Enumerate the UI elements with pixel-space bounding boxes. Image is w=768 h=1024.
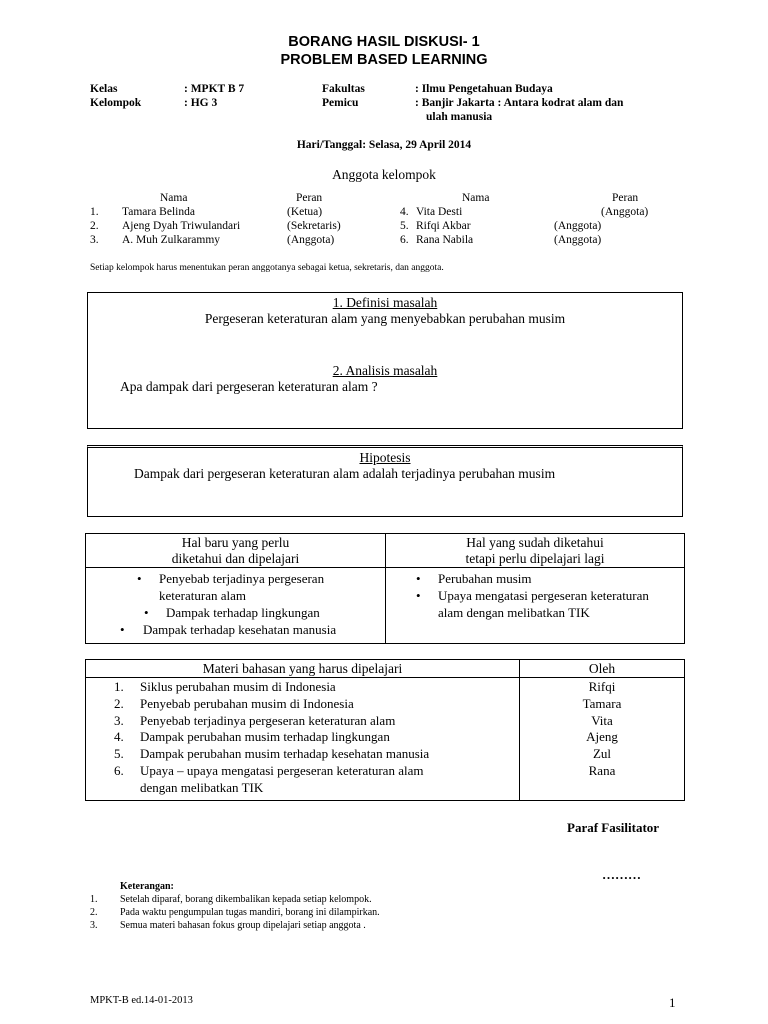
table-row bbox=[86, 763, 519, 780]
hipotesis-text: Dampak dari pergeseran keteraturan alam adalah terjadinya perubahan musim bbox=[134, 466, 556, 481]
assignee: Rifqi bbox=[588, 679, 616, 694]
table-row-continuation bbox=[86, 780, 519, 797]
pemicu-label: Pemicu bbox=[322, 97, 359, 109]
bullet-icon: • bbox=[144, 605, 149, 620]
row-number: 5. bbox=[114, 746, 124, 762]
pemicu-value-line1: : Banjir Jakarta : Antara kodrat alam dan bbox=[415, 97, 624, 109]
learning-right-header bbox=[386, 535, 684, 567]
member-role: (Sekretaris) bbox=[287, 220, 341, 232]
materi-list bbox=[86, 679, 519, 797]
member-role: (Anggota) bbox=[554, 220, 602, 232]
kelompok-label: Kelompok bbox=[90, 97, 142, 109]
learning-header-divider bbox=[86, 567, 684, 568]
row-text: Penyebab perubahan musim di Indonesia bbox=[140, 695, 354, 711]
keterangan-text: Pada waktu pengumpulan tugas mandiri, borang ini dilampirkan. bbox=[120, 907, 380, 918]
bullet-icon: • bbox=[416, 571, 421, 586]
analisis-text: Apa dampak dari pergeseran keteraturan alam ? bbox=[120, 379, 378, 394]
fakultas-label: Fakultas bbox=[322, 83, 365, 95]
member-no: 3. bbox=[90, 234, 99, 246]
learning-left-header-line1: Hal baru yang perlu bbox=[181, 535, 290, 550]
col-nama-left: Nama bbox=[160, 192, 188, 204]
member-name: Rana Nabila bbox=[416, 234, 474, 246]
table-row bbox=[86, 746, 519, 763]
row-number: 6. bbox=[114, 762, 124, 778]
hipotesis-heading: Hipotesis bbox=[359, 450, 411, 465]
col-nama-right: Nama bbox=[462, 192, 490, 204]
pemicu-value-line2: ulah manusia bbox=[426, 111, 493, 123]
member-name: Tamara Belinda bbox=[122, 206, 195, 218]
members-note: Setiap kelompok harus menentukan peran anggotanya sebagai ketua, sekretaris, dan anggota. bbox=[90, 263, 444, 273]
row-text: Siklus perubahan musim di Indonesia bbox=[140, 679, 336, 694]
col-peran-right: Peran bbox=[612, 192, 639, 204]
learning-right-header-line2: tetapi perlu dipelajari lagi bbox=[465, 551, 605, 566]
learning-right-list bbox=[386, 570, 684, 621]
member-name: Vita Desti bbox=[416, 206, 463, 218]
member-name: Ajeng Dyah Triwulandari bbox=[122, 220, 241, 232]
keterangan-text: Semua materi bahasan fokus group dipelajari setiap anggota . bbox=[120, 920, 366, 931]
assignee: Vita bbox=[591, 712, 613, 728]
learning-table bbox=[85, 533, 685, 644]
row-number: 3. bbox=[114, 712, 124, 728]
list-item bbox=[386, 587, 670, 621]
list-item-text: Upaya mengatasi pergeseran keteraturan alam dengan melibatkan TIK bbox=[438, 588, 649, 620]
materi-header: Materi bahasan yang harus dipelajari bbox=[202, 661, 403, 676]
member-name: Rifqi Akbar bbox=[416, 220, 471, 232]
member-no: 6. bbox=[400, 234, 409, 246]
hipotesis-box bbox=[87, 445, 683, 517]
member-role: (Anggota) bbox=[601, 206, 649, 218]
list-item bbox=[386, 570, 684, 587]
list-item bbox=[86, 570, 369, 604]
definisi-text: Pergeseran keteraturan alam yang menyebabkan perubahan musim bbox=[204, 311, 566, 326]
paraf-label: Paraf Fasilitator bbox=[567, 820, 660, 835]
row-number: 2. bbox=[114, 695, 124, 711]
table-row bbox=[86, 696, 519, 713]
member-name: A. Muh Zulkarammy bbox=[122, 234, 221, 246]
problem-box bbox=[87, 292, 683, 429]
oleh-header: Oleh bbox=[588, 661, 616, 676]
keterangan-text: Setelah diparaf, borang dikembalikan kepada setiap kelompok. bbox=[120, 894, 372, 905]
member-no: 4. bbox=[400, 206, 409, 218]
learning-right-header-line1: Hal yang sudah diketahui bbox=[466, 535, 604, 550]
assignee: Ajeng bbox=[586, 729, 618, 745]
form-title: BORANG HASIL DISKUSI- 1 bbox=[288, 34, 480, 50]
member-no: 1. bbox=[90, 206, 99, 218]
assignee: Tamara bbox=[582, 695, 622, 711]
member-no: 2. bbox=[90, 220, 99, 232]
page-number: 1 bbox=[669, 995, 676, 1010]
kelas-value: : MPKT B 7 bbox=[184, 83, 245, 95]
member-role: (Anggota) bbox=[287, 234, 335, 246]
learning-left-list bbox=[86, 570, 385, 638]
oleh-list bbox=[520, 679, 684, 780]
row-text: Upaya – upaya mengatasi pergeseran keteraturan alam bbox=[140, 762, 424, 778]
col-peran-left: Peran bbox=[296, 192, 323, 204]
member-no: 5. bbox=[400, 220, 409, 232]
list-item bbox=[86, 604, 385, 621]
form-subtitle: PROBLEM BASED LEARNING bbox=[280, 52, 488, 68]
list-item-text: Dampak terhadap lingkungan bbox=[166, 605, 320, 620]
row-text: Dampak perubahan musim terhadap lingkungan bbox=[140, 729, 390, 745]
row-text: dengan melibatkan TIK bbox=[140, 779, 264, 795]
keterangan-no: 2. bbox=[90, 907, 98, 918]
table-row bbox=[86, 679, 519, 696]
row-number: 4. bbox=[114, 729, 124, 745]
paraf-signature-line: ……… bbox=[602, 867, 641, 882]
footer-code: MPKT-B ed.14-01-2013 bbox=[90, 995, 193, 1006]
member-role: (Ketua) bbox=[287, 206, 323, 218]
assignee: Zul bbox=[592, 746, 612, 762]
table-row bbox=[86, 729, 519, 746]
learning-left-header-line2: diketahui dan dipelajari bbox=[171, 551, 300, 566]
list-item-text: Penyebab terjadinya pergeseran keteraturan alam bbox=[159, 571, 325, 603]
row-text: Penyebab terjadinya pergeseran keteraturan alam bbox=[140, 712, 396, 728]
bullet-icon: • bbox=[120, 622, 125, 637]
list-item-text: Perubahan musim bbox=[438, 571, 532, 586]
bullet-icon: • bbox=[416, 588, 421, 603]
keterangan-heading: Keterangan: bbox=[120, 881, 174, 892]
definisi-heading: 1. Definisi masalah bbox=[332, 295, 438, 310]
row-number: 1. bbox=[114, 679, 124, 694]
members-heading: Anggota kelompok bbox=[332, 167, 436, 182]
row-text: Dampak perubahan musim terhadap kesehatan manusia bbox=[140, 746, 430, 762]
learning-left-header bbox=[86, 535, 385, 567]
kelompok-value: : HG 3 bbox=[184, 97, 218, 109]
date-line: Hari/Tanggal: Selasa, 29 April 2014 bbox=[296, 139, 472, 151]
assignee: Rana bbox=[588, 762, 616, 778]
materi-table bbox=[85, 659, 685, 801]
member-role: (Anggota) bbox=[554, 234, 602, 246]
keterangan-no: 3. bbox=[90, 920, 98, 931]
analisis-heading: 2. Analisis masalah bbox=[332, 363, 438, 378]
list-item bbox=[86, 621, 385, 638]
bullet-icon: • bbox=[137, 571, 142, 586]
fakultas-value: : Ilmu Pengetahuan Budaya bbox=[415, 83, 553, 95]
keterangan-no: 1. bbox=[90, 894, 98, 905]
materi-header-divider bbox=[86, 677, 684, 678]
list-item-text: Dampak terhadap kesehatan manusia bbox=[143, 622, 337, 637]
table-row bbox=[86, 713, 519, 730]
kelas-label: Kelas bbox=[90, 83, 118, 95]
